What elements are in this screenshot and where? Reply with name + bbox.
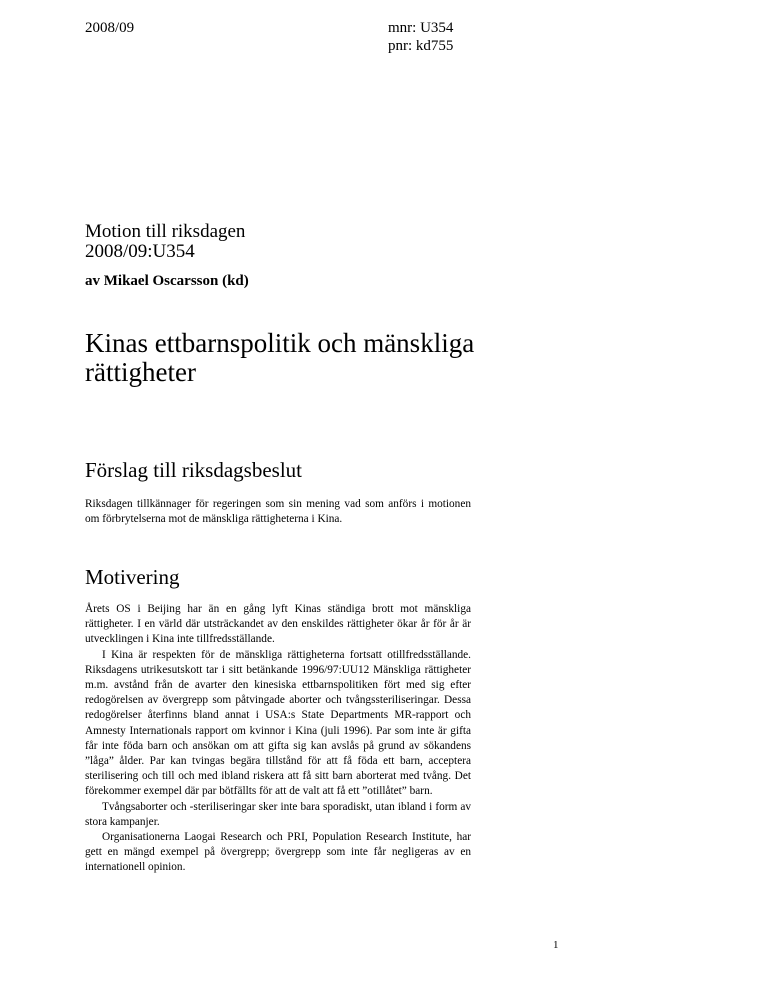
proposal-text-block — [85, 497, 471, 527]
author-line: av Mikael Oscarsson (kd) — [85, 273, 249, 289]
page-title: Kinas ettbarnspolitik och mänskliga rättigheter — [85, 328, 475, 387]
motion-id: 2008/09:U354 — [85, 241, 195, 262]
document-ids — [388, 19, 453, 55]
proposal-heading: Förslag till riksdagsbeslut — [85, 458, 302, 482]
motivation-heading: Motivering — [85, 565, 180, 589]
proposal-text: Riksdagen tillkännager för regeringen som sin mening vad som anförs i motionen om förbrytelserna mot de mänskliga rättigheterna i Kina. — [85, 498, 471, 526]
session-year: 2008/09 — [85, 20, 135, 36]
motivation-paragraph: Tvångsaborter och -steriliseringar sker inte bara sporadiskt, utan ibland i form av stora kampanjer. — [85, 800, 471, 828]
motion-label: Motion till riksdagen — [85, 221, 246, 242]
motivation-text-block — [85, 602, 471, 876]
page-number: 1 — [553, 939, 559, 951]
motion-number: mnr: U354 — [388, 20, 454, 36]
party-number: pnr: kd755 — [388, 38, 454, 54]
motivation-paragraph: Årets OS i Beijing har än en gång lyft Kinas ständiga brott mot mänskliga rättigheter. I en värld där utsträckandet av den enskildes rättigheter ökar år för år är utvecklingen i Kina inte tillfredsställande. — [85, 603, 471, 646]
motivation-paragraph: Organisationerna Laogai Research och PRI, Population Research Institute, har gett en mängd exempel på övergrepp; övergrepp som inte får negligeras av en internationell opinion. — [85, 831, 471, 874]
motivation-paragraph: I Kina är respekten för de mänskliga rättigheterna fortsatt otillfredsställande. Riksdagens utrikesutskott tar i sitt betänkande 1996/97:UU12 Mänskliga rättigheter m.m. avstånd från de avarter den kinesiska ettbarnspolitiken fört med sig efter redogörelsen av övergrepp som påtvingade aborter och tvångssteriliseringar. Dessa redogörelser återfinns bland annat i USA:s State Departments MR-rapport och Amnesty Internationals rapport om kvinnor i Kina (juli 1996). Par som inte är gifta får inte föda barn och ansökan om att gifta sig kan avslås på grund av sökandens ”låga” ålder. Par kan tvingas begära tillstånd för att få föda ett barn, acceptera sterilisering och till och med ibland riskera att få sitt barn aborterat med tvång. Det förekommer exempel där par bötfällts för att de valt att få ett ”otillåtet” barn. — [85, 648, 471, 798]
